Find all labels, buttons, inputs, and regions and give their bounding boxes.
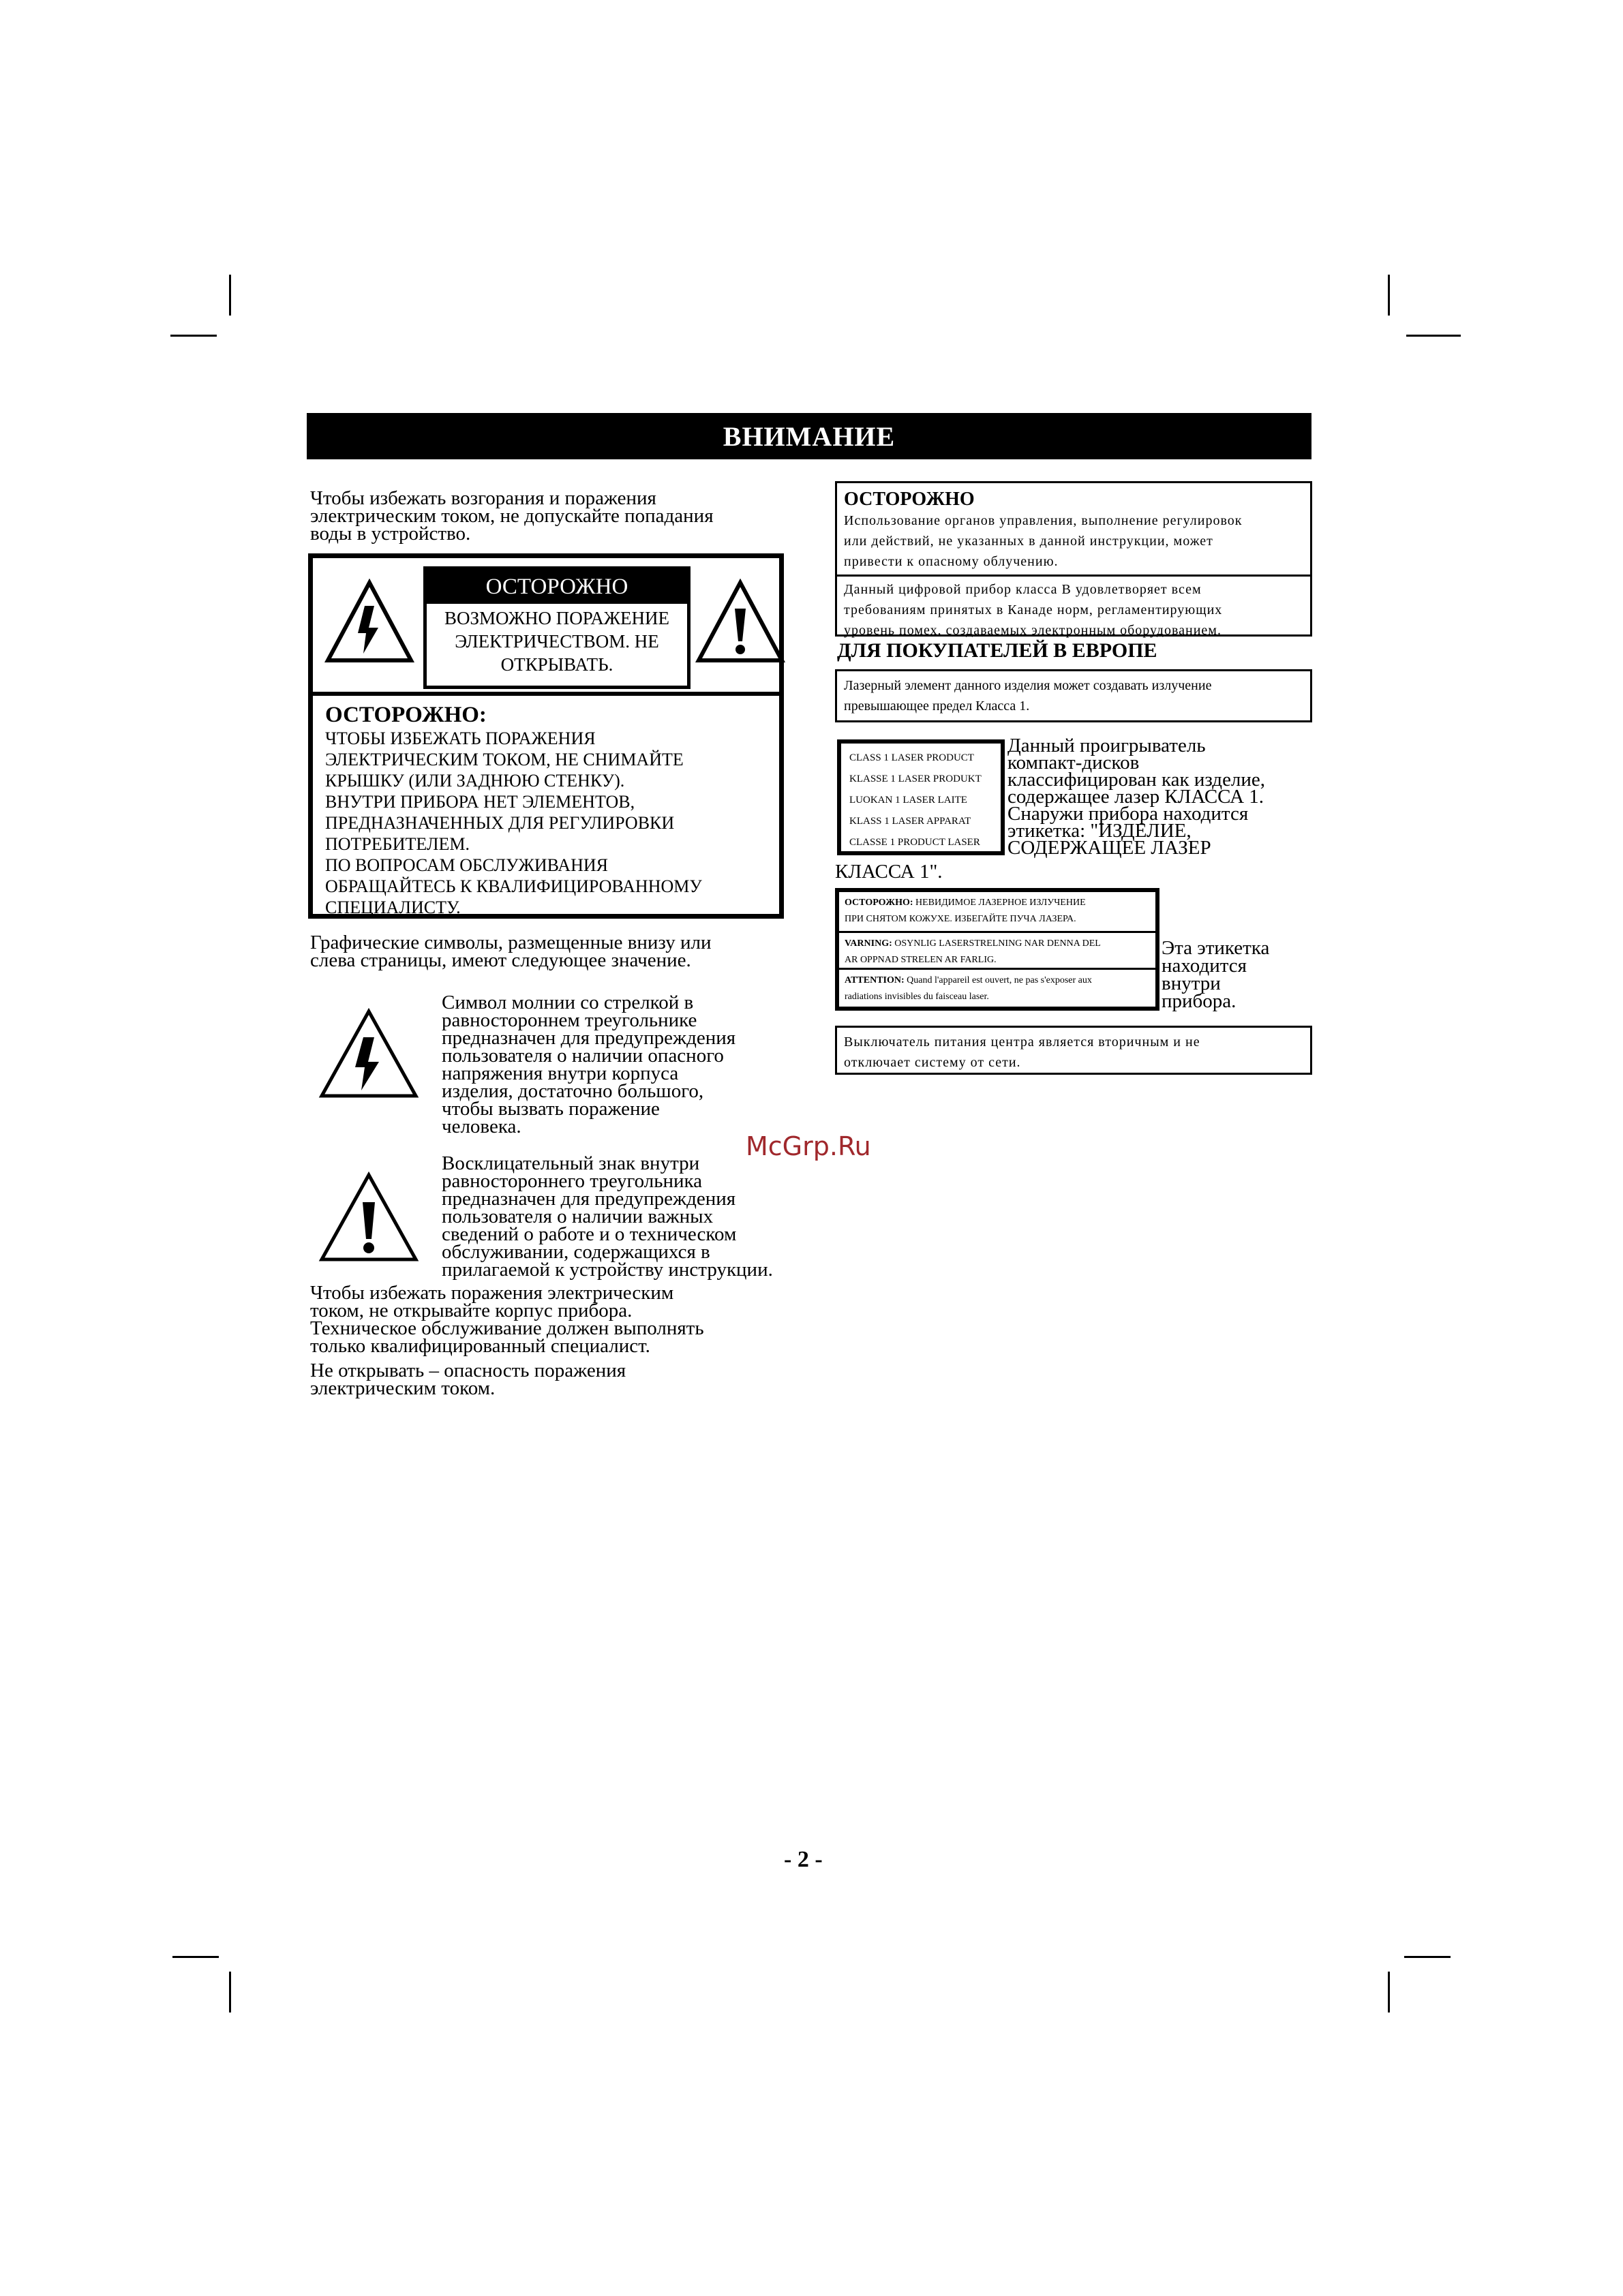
crop-mark — [1404, 1956, 1451, 1958]
power-box — [835, 1026, 1312, 1075]
intro-text: Чтобы избежать возгорания и поражения электрическим током, не допускайте попадания воды в устройство. — [310, 487, 714, 545]
warning-box — [308, 553, 784, 919]
watermark: McGrp.Ru — [746, 1131, 871, 1161]
crop-mark — [229, 275, 231, 316]
europe-box — [835, 669, 1312, 722]
no-open-text: Не открывать – опасность поражения электрическим током. — [310, 1360, 626, 1399]
crop-mark — [170, 335, 217, 337]
exclamation-description: Восклицательный знак внутри равностороннего треугольника предназначен для предупреждения пользователя о наличии важных сведений о работе и о техническом обслуживании, содержащихся в прилагаемой к устройству инструкции. — [442, 1152, 773, 1281]
crop-mark — [1388, 1972, 1390, 2012]
exclamation-symbol-icon — [318, 1171, 420, 1264]
class1-label: CLASS 1 LASER PRODUCT KLASSE 1 LASER PRODUKT LUOKAN 1 LASER LAITE KLASS 1 LASER APPARAT CLASSE 1 PRODUCT LASER — [837, 739, 1005, 855]
symbols-intro: Графические символы, размещенные внизу или слева страницы, имеют следующее значение. — [310, 932, 712, 971]
inner-laser-label: ОСТОРОЖНО: НЕВИДИМОЕ ЛАЗЕРНОЕ ИЗЛУЧЕНИЕ ПРИ СНЯТОМ КОЖУХЕ. ИЗБЕГАЙТЕ ПУЧА ЛАЗЕРА. VARNING: OSYNLIG LASERSTRELNING NAR DENNA DEL AR OPPNAD STRELEN AR FARLIG. ATTENTION: Quand l'appareil est ouvert, ne pas s'exposer aux radiations invisibles du faisceau laser. — [835, 888, 1159, 1011]
class1-tail: КЛАССА 1". — [835, 861, 943, 883]
warning-lower — [313, 692, 779, 917]
caution-box — [835, 481, 1312, 637]
warning-label-text: ВОЗМОЖНО ПОРАЖЕНИЕ ЭЛЕКТРИЧЕСТВОМ. НЕ ОТКРЫВАТЬ. — [444, 608, 670, 675]
power-text: Выключатель питания центра является вторичным и не отключает систему от сети. — [844, 1035, 1200, 1070]
inner-label-description: Эта этикетка находится внутри прибора. — [1162, 937, 1270, 1012]
warning-lower-heading: ОСТОРОЖНО: — [325, 703, 487, 727]
crop-mark — [229, 1972, 231, 2012]
lightning-warning-icon — [324, 579, 415, 666]
caution-text: Использование органов управления, выполнение регулировок или действий, не указанных в данной инструкции, может привести к опасному облучению. — [844, 513, 1243, 569]
class1-description: Данный проигрыватель компакт-дисков классифицирован как изделие, содержащее лазер КЛАССА 1. Снаружи прибора находится этикетка: "ИЗДЕЛИЕ, СОДЕРЖАЩЕЕ ЛАЗЕР — [1007, 735, 1266, 859]
caution-heading: ОСТОРОЖНО — [844, 489, 975, 510]
europe-heading: ДЛЯ ПОКУПАТЕЛЕЙ В ЕВРОПЕ — [837, 639, 1157, 662]
crop-mark — [1388, 275, 1390, 316]
crop-mark — [1406, 335, 1461, 337]
crop-mark — [172, 1956, 219, 1958]
lightning-description: Символ молнии со стрелкой в равностороннем треугольнике предназначен для предупреждения пользователя о наличии опасного напряжения внутри корпуса изделия, достаточно большого, чтобы вызвать поражение человека. — [442, 992, 736, 1137]
exclamation-warning-icon — [695, 579, 786, 666]
canada-text: Данный цифровой прибор класса В удовлетворяет всем требованиям принятых в Канаде норм, регламентирующих уровень помех, создаваемых электронным оборудованием. — [837, 575, 1310, 641]
lightning-symbol-icon — [318, 1007, 420, 1100]
europe-text: Лазерный элемент данного изделия может создавать излучение превышающее предел Класса 1. — [844, 678, 1212, 714]
warning-label — [423, 566, 691, 689]
warning-lower-text: ЧТОБЫ ИЗБЕЖАТЬ ПОРАЖЕНИЯ ЭЛЕКТРИЧЕСКИМ ТОКОМ, НЕ СНИМАЙТЕ КРЫШКУ (ИЛИ ЗАДНЮЮ СТЕНКУ). ВНУТРИ ПРИБОРА НЕТ ЭЛЕМЕНТОВ, ПРЕДНАЗНАЧЕННЫХ ДЛЯ РЕГУЛИРОВКИ ПОТРЕБИТЕЛЕМ. ПО ВОПРОСАМ ОБСЛУЖИВАНИЯ ОБРАЩАЙТЕСЬ К КВАЛИФИЦИРОВАННОМУ СПЕЦИАЛИСТУ. — [325, 729, 702, 917]
warning-label-heading: ОСТОРОЖНО — [427, 570, 687, 604]
page-title: ВНИМАНИЕ — [307, 413, 1311, 459]
service-text: Чтобы избежать поражения электрическим током, не открывайте корпус прибора. Техническое обслуживание должен выполнять только квалифицированный специалист. — [310, 1282, 704, 1357]
page-number: - 2 - — [784, 1847, 823, 1872]
